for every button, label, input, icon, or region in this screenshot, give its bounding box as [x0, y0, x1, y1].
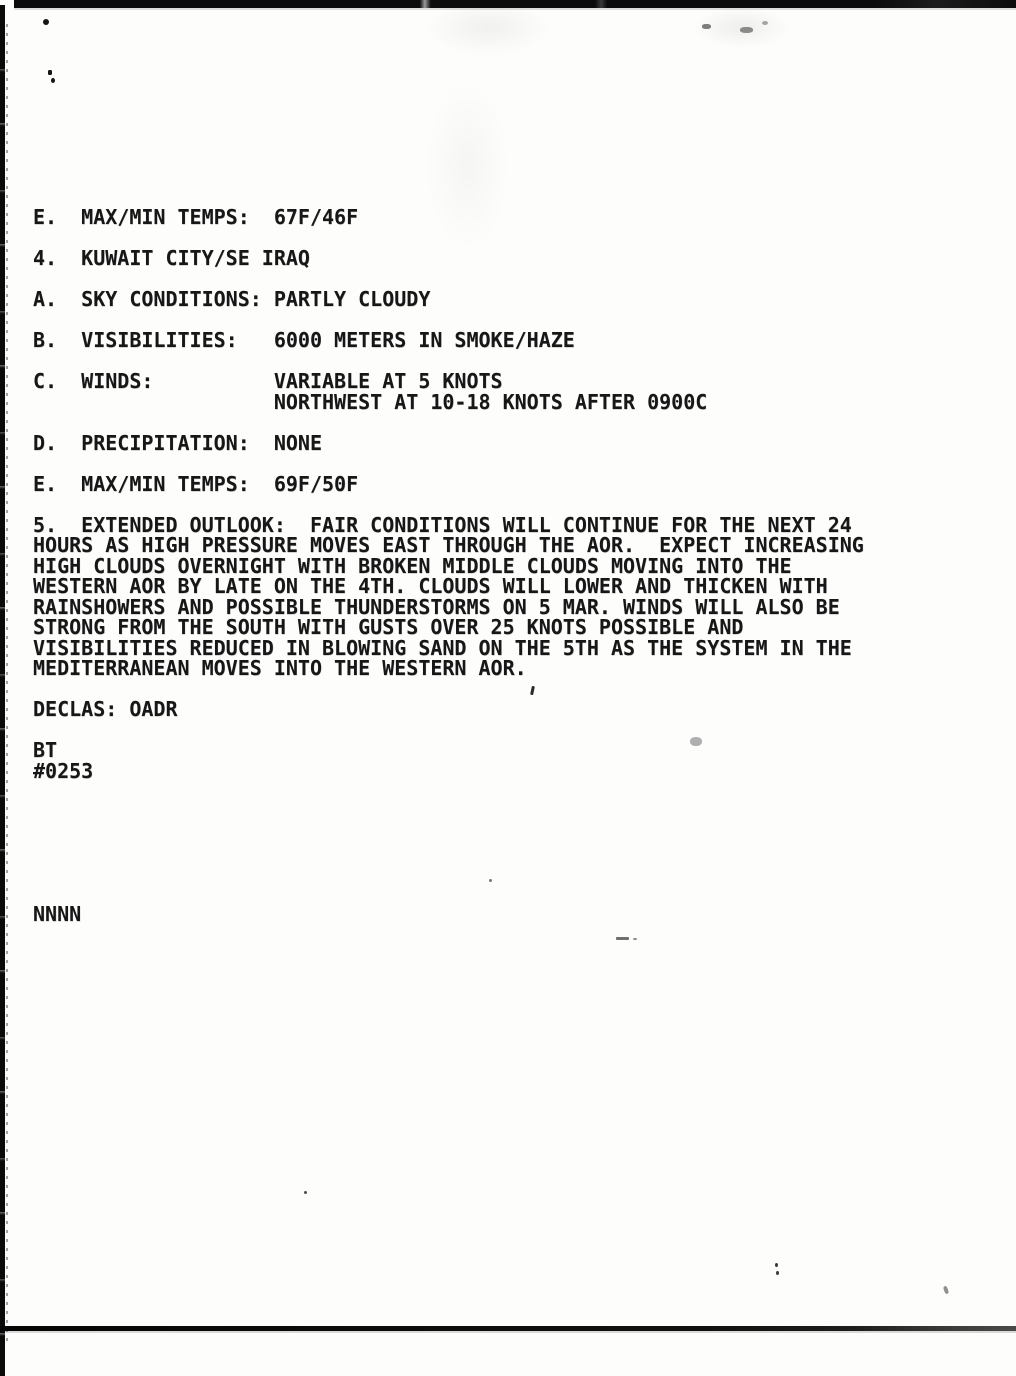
blank-line [33, 720, 864, 741]
scan-horizontal-rule [0, 1326, 1016, 1331]
scan-speck [51, 78, 55, 83]
scan-edge-left-fringe [6, 24, 8, 1346]
item-a-sky-conditions: A. SKY CONDITIONS: PARTLY CLOUDY [33, 287, 431, 311]
item-e-max-min-temps-first: E. MAX/MIN TEMPS: 67F/46F [33, 205, 359, 229]
scan-speck [775, 1263, 778, 1267]
scan-edge-top-bar [14, 0, 1016, 8]
blank-line [33, 863, 864, 884]
blank-line [33, 843, 864, 864]
blank-line [33, 494, 864, 515]
blank-line [33, 351, 864, 372]
scan-speck [489, 879, 492, 882]
message-number-line: #0253 [33, 758, 94, 783]
scan-speck [762, 21, 768, 25]
blank-line [33, 884, 864, 905]
blank-line [33, 802, 864, 823]
blank-line [33, 269, 864, 290]
blank-line [33, 781, 864, 802]
blank-line [33, 453, 864, 474]
item-c-winds-2: NORTHWEST AT 10-18 KNOTS AFTER 0900C [33, 389, 708, 414]
scan-speck [633, 938, 637, 940]
scan-speck [776, 1271, 779, 1275]
extended-outlook-line-2: HOURS AS HIGH PRESSURE MOVES EAST THROUGH THE AOR. EXPECT INCREASING [33, 533, 864, 557]
blank-line [33, 412, 864, 433]
blank-line [33, 228, 864, 249]
extended-outlook-line-5: RAINSHOWERS AND POSSIBLE THUNDERSTORMS ON 5 MAR. WINDS WILL ALSO BE [33, 594, 840, 619]
scan-speck [740, 27, 753, 33]
extended-outlook-line-3: HIGH CLOUDS OVERNIGHT WITH BROKEN MIDDLE CLOUDS MOVING INTO THE [33, 553, 792, 578]
bt-line: BT [33, 738, 58, 762]
extended-outlook-line-1: 5. EXTENDED OUTLOOK: FAIR CONDITIONS WILL CONTINUE FOR THE NEXT 24 [33, 512, 852, 537]
document-body [33, 207, 864, 925]
blank-line [33, 679, 864, 700]
scan-speck [48, 70, 52, 75]
item-d-precipitation: D. PRECIPITATION: NONE [33, 430, 322, 455]
item-e-max-min-temps: E. MAX/MIN TEMPS: 69F/50F [33, 471, 359, 496]
scan-speck [690, 737, 702, 746]
nnnn-line: NNNN [33, 902, 82, 926]
item-b-visibilities: B. VISIBILITIES: 6000 METERS IN SMOKE/HAZE [33, 328, 575, 352]
scan-speck [304, 1191, 307, 1194]
section-4-heading: 4. KUWAIT CITY/SE IRAQ [33, 246, 310, 270]
blank-line [33, 310, 864, 331]
extended-outlook-line-8: MEDITERRANEAN MOVES INTO THE WESTERN AOR. [33, 656, 527, 680]
scan-speck [943, 1286, 949, 1295]
scan-speck [616, 937, 629, 940]
declas-line: DECLAS: OADR [33, 697, 178, 721]
scan-edge-left-bar [0, 5, 5, 1376]
scan-speck [702, 24, 711, 29]
extended-outlook-line-7: VISIBILITIES REDUCED IN BLOWING SAND ON THE 5TH AS THE SYSTEM IN THE [33, 635, 852, 660]
extended-outlook-line-4: WESTERN AOR BY LATE ON THE 4TH. CLOUDS WILL LOWER AND THICKEN WITH [33, 574, 828, 598]
item-c-winds-1: C. WINDS: VARIABLE AT 5 KNOTS [33, 369, 503, 393]
scan-speck [43, 19, 49, 25]
extended-outlook-line-6: STRONG FROM THE SOUTH WITH GUSTS OVER 25 KNOTS POSSIBLE AND [33, 615, 744, 639]
blank-line [33, 822, 864, 843]
